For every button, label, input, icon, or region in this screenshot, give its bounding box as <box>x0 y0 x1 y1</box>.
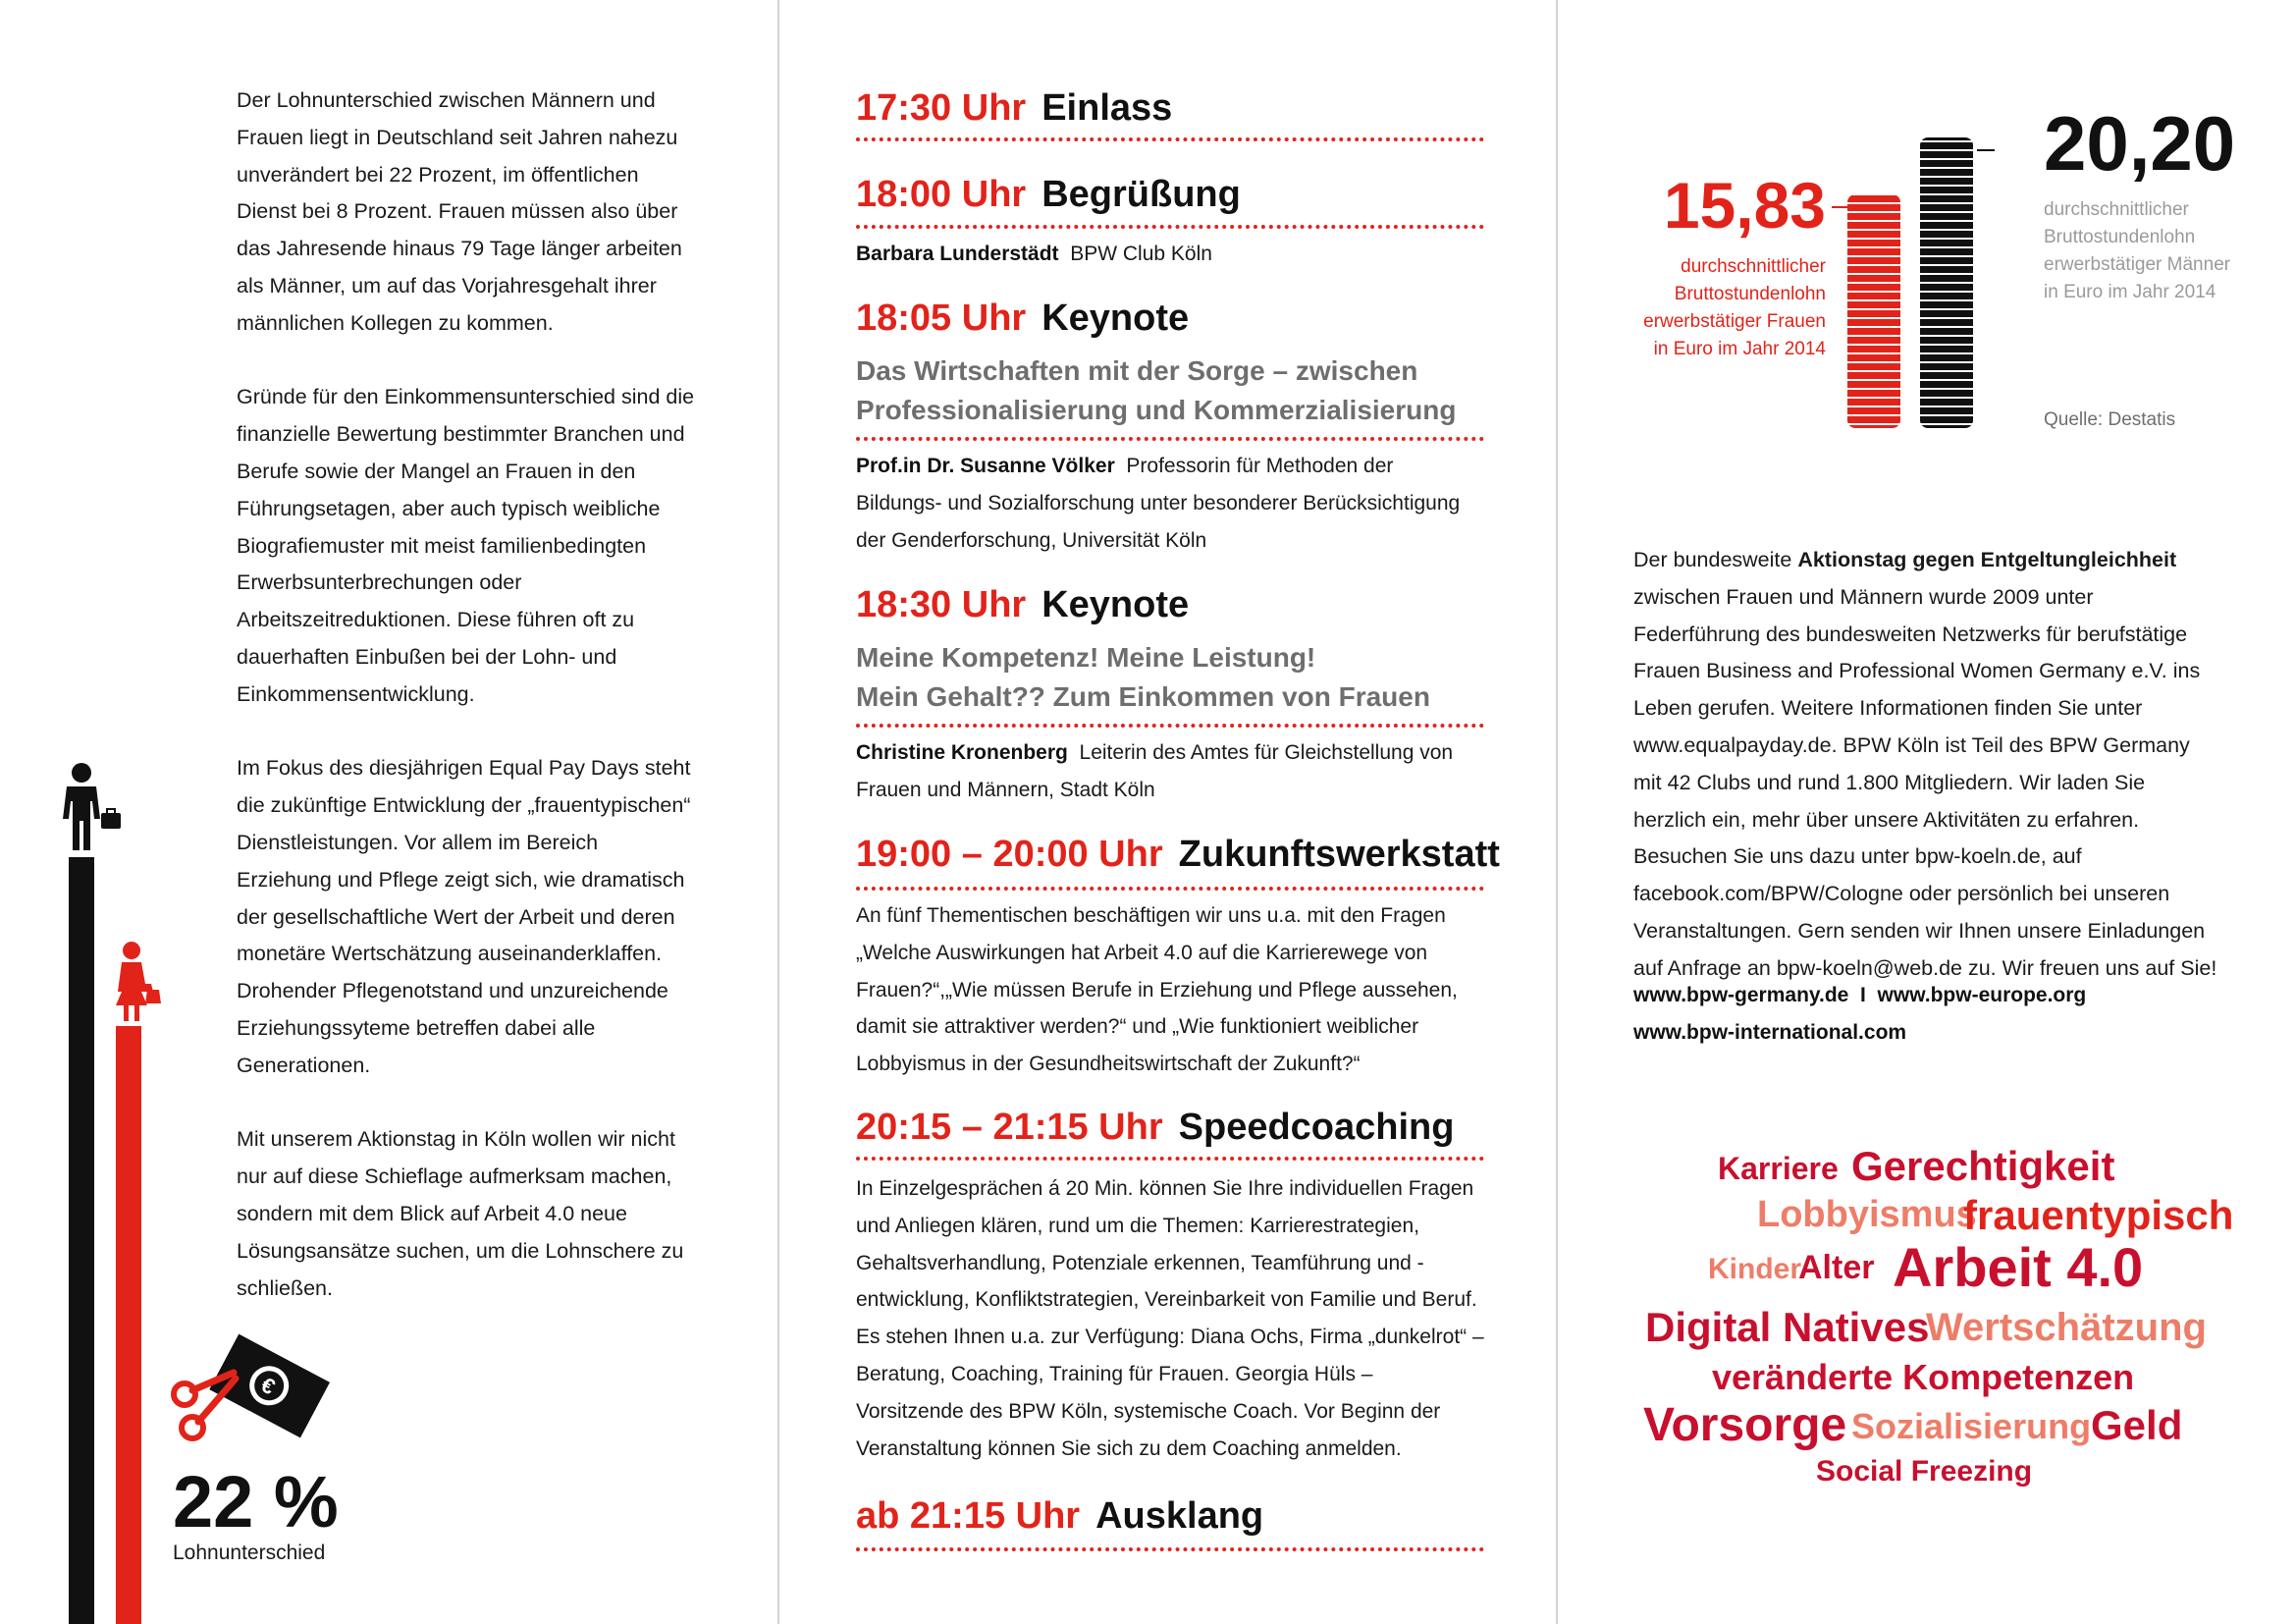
intro-paragraph: Im Fokus des diesjährigen Equal Pay Days steht die zukünftige Entwicklung der „frauentypischen“ Dienstleistungen. Vor allem im Bereich Erziehung und Pflege zeigt sich, wie dramatisch der gesellschaftliche Wert der Arbeit und deren monetäre Wertschätzung auseinanderklaffen. Drohender Pflegenotstand und unzureichende Erziehungssyteme betreffen dabei alle Generationen. <box>237 756 691 1077</box>
title: Speedcoaching <box>1178 1107 1455 1148</box>
cut-money-icon <box>165 1333 332 1441</box>
speaker-name: Prof.in Dr. Susanne Völker <box>856 455 1115 477</box>
caption-line: durchschnittlicher <box>1681 256 1826 277</box>
gap-percentage: 22 % <box>173 1461 339 1543</box>
title: Keynote <box>1041 298 1190 339</box>
word-gerechtigkeit: Gerechtigkeit <box>1851 1143 2115 1189</box>
speaker-line <box>856 734 1484 809</box>
word-digital-natives: Digital Natives <box>1645 1304 1930 1350</box>
word-kinder: Kinder <box>1708 1253 1802 1285</box>
about-text-rest: zwischen Frauen und Männern wurde 2009 unter Federführung des bundesweiten Netzwerks für berufstätige Frauen Business and Professional Women Germany e.V. ins Leben gerufen. Weitere Informationen finden Sie unter www.equalpayday.de. BPW Köln ist Teil des BPW Germany mit 42 Clubs und rund 1.800 Mitgliedern. Wir laden Sie herzlich ein, mehr über unsere Aktivitäten zu erfahren. Besuchen Sie uns dazu unter bpw-koeln.de, auf facebook.com/BPW/Cologne oder persönlich bei unseren Veranstaltungen. Gern senden wir Ihnen unsere Einladungen auf Anfrage an bpw-koeln@web.de zu. Wir freuen uns auf Sie! <box>1633 584 2217 980</box>
link-line[interactable]: www.bpw-germany.de I www.bpw-europe.org <box>1633 984 2087 1006</box>
time: ab 21:15 Uhr <box>856 1495 1081 1537</box>
word-frauentypisch: frauentypisch <box>1963 1192 2234 1238</box>
speaker-line <box>856 236 1484 273</box>
title: Ausklang <box>1095 1495 1264 1537</box>
program-item-zukunftswerkstatt <box>856 833 1500 876</box>
speaker-role: Professorin für Methoden der Bildungs- und Sozialforschung unter besonderer Berücksichtigung der Genderforschung, Universität Köln <box>856 455 1461 552</box>
caption-line: Bruttostundenlohn <box>2044 227 2196 247</box>
intro-paragraph: Gründe für den Einkommensunterschied sind die finanzielle Bewertung bestimmter Branchen und Berufe sowie der Mangel an Frauen in den Führungsetagen, aber auch typisch weibliche Biografiemuster mit meist familienbedingten Erwerbsunterbrechungen oder Arbeitszeitreduktionen. Diese führen oft zu dauerhaften Einbußen bei der Lohn- und Einkommensentwicklung. <box>237 385 695 706</box>
word-sozialisierung: Sozialisierung <box>1851 1406 2092 1446</box>
caption-line: Bruttostundenlohn <box>1674 284 1826 304</box>
caption-line: durchschnittlicher <box>2044 199 2189 220</box>
program <box>856 0 1500 1624</box>
program-description: In Einzelgesprächen á 20 Min. können Sie Ihre individuellen Fragen und Anliegen klären, rund um die Themen: Karrierestrategien, Gehaltsverhandlung, Potenziale erkennen, Teamführung und -entwicklung, Konfliktstrategien, Vereinbarkeit von Familie und Beruf. Es stehen Ihnen u.a. zur Verfügung: Diana Ochs, Firma „dunkelrot“ – Beratung, Coaching, Training für Frauen. Georgia Hüls – Vorsitzende des BPW Köln, systemische Coach. Vor Beginn der Veranstaltung können Sie sich zu dem Coaching anmelden. <box>856 1177 1484 1460</box>
program-item-keynote-1 <box>856 297 1189 340</box>
women-leader-line <box>1832 206 1847 208</box>
word-wertschaetzung: Wertschätzung <box>1926 1306 2207 1349</box>
men-leader-line <box>1977 149 1995 151</box>
men-coin-stack <box>1920 137 1973 428</box>
program-item-keynote-2 <box>856 583 1189 626</box>
word-geld: Geld <box>2091 1402 2183 1448</box>
about-text-start: Der bundesweite <box>1633 548 1798 571</box>
divider <box>856 1547 1484 1551</box>
gap-label: Lohnunterschied <box>173 1542 326 1564</box>
svg-text:€: € <box>256 1372 280 1400</box>
title: Einlass <box>1041 87 1173 129</box>
time: 18:00 Uhr <box>856 174 1027 215</box>
divider <box>856 437 1484 441</box>
women-bar <box>116 1026 141 1624</box>
speaker-name: Barbara Lunderstädt <box>856 243 1059 265</box>
divider <box>856 137 1484 141</box>
program-item-einlass <box>856 86 1172 130</box>
speaker-role: Leiterin des Amtes für Gleichstellung von Frauen und Männern, Stadt Köln <box>856 741 1454 801</box>
time: 18:30 Uhr <box>856 584 1027 625</box>
caption-line: in Euro im Jahr 2014 <box>1653 339 1826 359</box>
divider <box>856 887 1484 891</box>
program-item-ausklang <box>856 1494 1263 1538</box>
divider <box>856 724 1484 728</box>
coin-stacks <box>1845 134 1993 438</box>
men-wage-value: 20,20 <box>2044 100 2236 187</box>
data-source: Quelle: Destatis <box>2044 409 2176 430</box>
women-coin-stack <box>1847 194 1900 428</box>
title: Zukunftswerkstatt <box>1178 834 1500 875</box>
intro-text <box>237 82 698 1344</box>
keynote-subtitle: Das Wirtschaften mit der Sorge – zwischen <box>856 355 1418 386</box>
program-item-begruessung <box>856 173 1241 216</box>
word-alter: Alter <box>1798 1249 1875 1286</box>
word-social-freezing: Social Freezing <box>1816 1455 2033 1488</box>
women-wage-caption <box>1610 253 1826 363</box>
men-bar <box>69 857 94 1624</box>
men-wage-caption <box>2044 196 2260 306</box>
speaker-role: BPW Club Köln <box>1070 243 1212 265</box>
title: Begrüßung <box>1041 174 1241 215</box>
title: Keynote <box>1041 584 1190 625</box>
caption-line: erwerbstätiger Frauen <box>1643 311 1826 332</box>
time: 20:15 – 21:15 Uhr <box>856 1107 1163 1148</box>
woman-icon <box>108 941 163 1023</box>
intro-paragraph: Mit unserem Aktionstag in Köln wollen wir nicht nur auf diese Schieflage aufmerksam machen, sondern mit dem Blick auf Arbeit 4.0 neue Lösungsansätze suchen, um die Lohnschere zu schließen. <box>237 1127 684 1300</box>
caption-line: in Euro im Jahr 2014 <box>2044 282 2216 302</box>
program-description: An fünf Thementischen beschäftigen wir uns u.a. mit den Fragen „Welche Auswirkungen hat Arbeit 4.0 auf die Karrierewege von Frauen?“,„Wie müssen Berufe in Erziehung und Pflege aussehen, damit sie attraktiver werden?“ und „Wie funktioniert weiblicher Lobbyismus in der Gesundheitswirtschaft der Zukunft?“ <box>856 904 1458 1076</box>
divider <box>856 225 1484 229</box>
keynote-subtitle: Meine Kompetenz! Meine Leistung! <box>856 642 1316 673</box>
fold-line-left <box>777 0 779 1624</box>
speaker-line <box>856 448 1484 559</box>
caption-line: erwerbstätiger Männer <box>2044 254 2231 275</box>
fold-line-right <box>1556 0 1558 1624</box>
about-text <box>1633 542 2222 988</box>
about-text-highlight: Aktionstag gegen Entgeltungleichheit <box>1797 548 2177 571</box>
word-vorsorge: Vorsorge <box>1643 1399 1847 1451</box>
word-karriere: Karriere <box>1718 1151 1839 1186</box>
word-arbeit-4-0: Arbeit 4.0 <box>1893 1236 2144 1298</box>
women-wage-value: 15,83 <box>1663 169 1826 242</box>
word-lobbyismus: Lobbyismus <box>1757 1194 1977 1235</box>
link-line[interactable]: www.bpw-international.com <box>1633 1021 1907 1044</box>
website-links <box>1633 977 2222 1052</box>
man-icon <box>55 762 124 852</box>
time: 17:30 Uhr <box>856 87 1027 129</box>
speaker-name: Christine Kronenberg <box>856 741 1068 764</box>
time: 18:05 Uhr <box>856 298 1027 339</box>
program-item-speedcoaching <box>856 1106 1454 1149</box>
keynote-subtitle: Mein Gehalt?? Zum Einkommen von Frauen <box>856 681 1430 712</box>
intro-paragraph: Der Lohnunterschied zwischen Männern und Frauen liegt in Deutschland seit Jahren nahezu unverändert bei 22 Prozent, im öffentlichen Dienst bei 8 Prozent. Frauen müssen also über das Jahresende hinaus 79 Tage länger arbeiten als Männer, um auf das Vorjahresgehalt ihrer männlichen Kollegen zu kommen. <box>237 88 682 335</box>
time: 19:00 – 20:00 Uhr <box>856 834 1163 875</box>
word-veraenderte-kompetenzen: veränderte Kompetenzen <box>1712 1357 2135 1397</box>
keynote-subtitle: Professionalisierung und Kommerzialisierung <box>856 395 1457 425</box>
divider <box>856 1157 1484 1161</box>
